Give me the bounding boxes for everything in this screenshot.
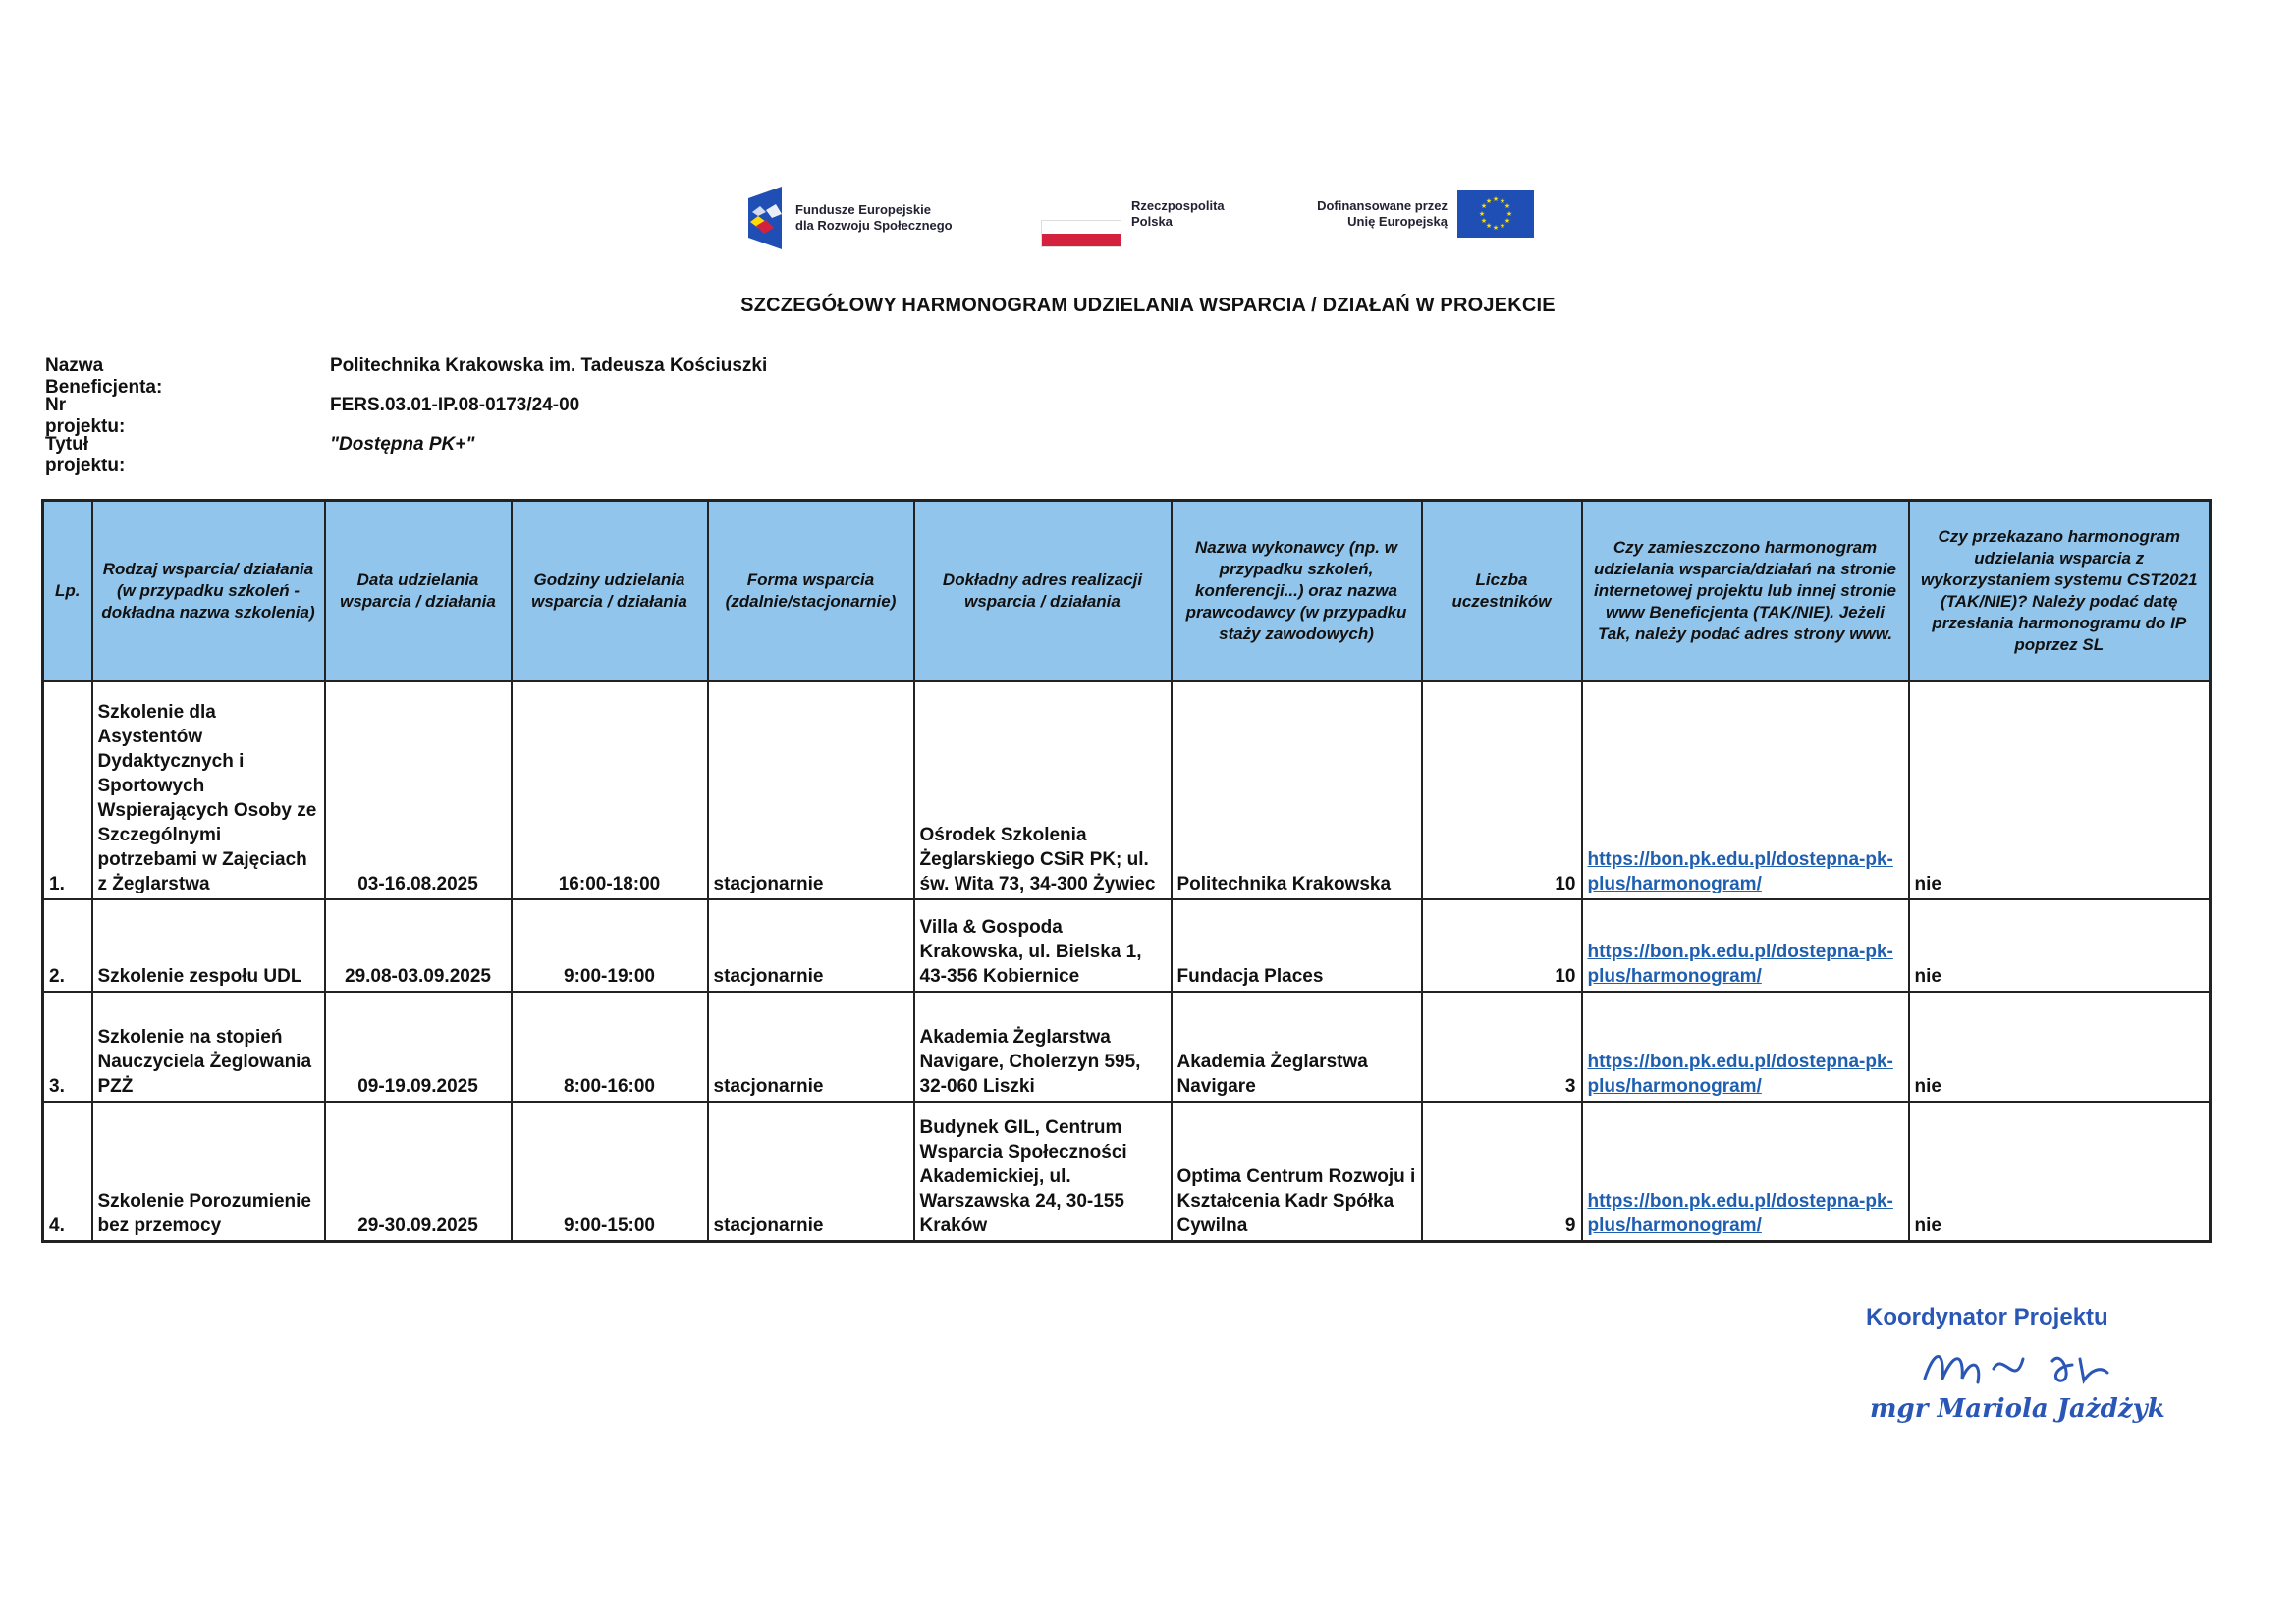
- cell-liczba: 10: [1422, 681, 1582, 899]
- table-header-row: [43, 501, 2211, 682]
- document-title: SZCZEGÓŁOWY HARMONOGRAM UDZIELANIA WSPARCIA / DZIAŁAŃ W PROJEKCIE: [740, 295, 1556, 316]
- cell-lp: 1.: [43, 681, 92, 899]
- cell-godziny: 9:00-19:00: [512, 899, 708, 992]
- cell-data: 29.08-03.09.2025: [325, 899, 512, 992]
- svg-text:★: ★: [1503, 217, 1511, 225]
- cell-forma: stacjonarnie: [708, 681, 914, 899]
- svg-text:★: ★: [1485, 197, 1493, 205]
- svg-text:★: ★: [1503, 202, 1511, 210]
- cell-cst: nie: [1909, 992, 2211, 1102]
- svg-text:★: ★: [1480, 217, 1488, 225]
- unia-europejska-logo: [1292, 195, 1548, 247]
- cell-forma: stacjonarnie: [708, 1102, 914, 1242]
- link-line2[interactable]: plus/harmonogram/: [1587, 966, 1762, 987]
- link-line2[interactable]: plus/harmonogram/: [1587, 1076, 1762, 1097]
- svg-text:★: ★: [1485, 222, 1493, 230]
- cell-adres: Akademia Żeglarstwa Navigare, Cholerzyn 595, 32-060 Liszki: [914, 992, 1172, 1102]
- cell-link[interactable]: [1582, 992, 1909, 1102]
- cell-lp: 4.: [43, 1102, 92, 1242]
- header-wykonawca: Nazwa wykonawcy (np. w przypadku szkoleń, konferencji...) oraz nazwa prawcodawcy (w przypadku staży zawodowych): [1172, 501, 1422, 682]
- header-strona-www: Czy zamieszczono harmonogram udzielania wsparcia/działań na stronie internetowej projektu lub innej stronie www Beneficjenta (TAK/NIE). Jeżeli Tak, należy podać adres strony www.: [1582, 501, 1909, 682]
- svg-text:★: ★: [1478, 210, 1486, 218]
- link-line1[interactable]: https://bon.pk.edu.pl/dostepna-pk-: [1587, 849, 1893, 870]
- svg-text:★: ★: [1499, 222, 1506, 230]
- cell-rodzaj: Szkolenie zespołu UDL: [92, 899, 325, 992]
- header-rodzaj: Rodzaj wsparcia/ działania (w przypadku szkoleń - dokładna nazwa szkolenia): [92, 501, 325, 682]
- cell-data: 09-19.09.2025: [325, 992, 512, 1102]
- fe-text-line1: Fundusze Europejskie: [795, 202, 931, 217]
- table-row: [43, 1102, 2211, 1242]
- signature-name: mgr Mariola Jażdżyk: [1870, 1394, 2165, 1424]
- eu-text-line2: Unię Europejską: [1347, 214, 1448, 229]
- link-line2[interactable]: plus/harmonogram/: [1587, 874, 1762, 894]
- table-row: [43, 681, 2211, 899]
- cell-liczba: 9: [1422, 1102, 1582, 1242]
- cell-wykonawca: Akademia Żeglarstwa Navigare: [1172, 992, 1422, 1102]
- nr-projektu-label: Nr projektu:: [45, 395, 126, 437]
- cell-godziny: 8:00-16:00: [512, 992, 708, 1102]
- signature-role: Koordynator Projektu: [1866, 1304, 2108, 1330]
- schedule-table: [41, 499, 2212, 1243]
- cell-adres: Ośrodek Szkolenia Żeglarskiego CSiR PK; ul. św. Wita 73, 34-300 Żywiec: [914, 681, 1172, 899]
- polish-flag-icon: [1041, 220, 1121, 247]
- header-liczba: Liczba uczestników: [1422, 501, 1582, 682]
- svg-text:★: ★: [1480, 202, 1488, 210]
- header-adres: Dokładny adres realizacji wsparcia / działania: [914, 501, 1172, 682]
- eu-text-line1: Dofinansowane przez: [1317, 198, 1448, 213]
- svg-text:★: ★: [1505, 210, 1513, 218]
- cell-forma: stacjonarnie: [708, 899, 914, 992]
- cell-wykonawca: Optima Centrum Rozwoju i Kształcenia Kadr Spółka Cywilna: [1172, 1102, 1422, 1242]
- beneficjent-value: Politechnika Krakowska im. Tadeusza Kościuszki: [330, 355, 768, 376]
- cell-link[interactable]: [1582, 1102, 1909, 1242]
- link-line2[interactable]: plus/harmonogram/: [1587, 1216, 1762, 1236]
- cell-godziny: 16:00-18:00: [512, 681, 708, 899]
- cell-cst: nie: [1909, 1102, 2211, 1242]
- table-row: [43, 899, 2211, 992]
- cell-wykonawca: Politechnika Krakowska: [1172, 681, 1422, 899]
- cell-liczba: 10: [1422, 899, 1582, 992]
- cell-rodzaj: Szkolenie dla Asystentów Dydaktycznych i Sportowych Wspierających Osoby ze Szczególnymi potrzebami w Zajęciach z Żeglarstwa: [92, 681, 325, 899]
- header-forma: Forma wsparcia (zdalnie/stacjonarnie): [708, 501, 914, 682]
- table-row: [43, 992, 2211, 1102]
- logo-band: [0, 187, 2296, 255]
- svg-text:★: ★: [1492, 195, 1500, 203]
- beneficjent-label: Nazwa Beneficjenta:: [45, 355, 163, 398]
- cell-cst: nie: [1909, 681, 2211, 899]
- cell-godziny: 9:00-15:00: [512, 1102, 708, 1242]
- nr-projektu-value: FERS.03.01-IP.08-0173/24-00: [330, 395, 580, 415]
- cell-lp: 2.: [43, 899, 92, 992]
- svg-text:★: ★: [1492, 224, 1500, 232]
- tytul-projektu-label: Tytuł projektu:: [45, 434, 126, 476]
- cell-wykonawca: Fundacja Places: [1172, 899, 1422, 992]
- cell-data: 29-30.09.2025: [325, 1102, 512, 1242]
- link-line1[interactable]: https://bon.pk.edu.pl/dostepna-pk-: [1587, 1052, 1893, 1072]
- header-data: Data udzielania wsparcia / działania: [325, 501, 512, 682]
- signature-stamp: [1866, 1304, 2165, 1441]
- cell-link[interactable]: [1582, 681, 1909, 899]
- fundusze-europejskie-logo: [744, 187, 1029, 251]
- eu-flag-icon: [1457, 190, 1534, 238]
- cell-liczba: 3: [1422, 992, 1582, 1102]
- header-lp: Lp.: [43, 501, 92, 682]
- cell-cst: nie: [1909, 899, 2211, 992]
- link-line1[interactable]: https://bon.pk.edu.pl/dostepna-pk-: [1587, 942, 1893, 962]
- rp-text-line2: Polska: [1131, 214, 1173, 229]
- cell-adres: Villa & Gospoda Krakowska, ul. Bielska 1, 43-356 Kobiernice: [914, 899, 1172, 992]
- rp-text-line1: Rzeczpospolita: [1131, 198, 1225, 213]
- tytul-projektu-value: "Dostępna PK+": [330, 434, 475, 455]
- handwritten-signature-icon: [1905, 1339, 2141, 1398]
- svg-text:★: ★: [1499, 197, 1506, 205]
- cell-data: 03-16.08.2025: [325, 681, 512, 899]
- cell-forma: stacjonarnie: [708, 992, 914, 1102]
- cell-rodzaj: Szkolenie na stopień Nauczyciela Żeglowania PZŻ: [92, 992, 325, 1102]
- cell-link[interactable]: [1582, 899, 1909, 992]
- link-line1[interactable]: https://bon.pk.edu.pl/dostepna-pk-: [1587, 1191, 1893, 1212]
- fe-emblem-icon: [744, 187, 786, 249]
- fe-text-line2: dla Rozwoju Społecznego: [795, 218, 953, 233]
- cell-adres: Budynek GIL, Centrum Wsparcia Społeczności Akademickiej, ul. Warszawska 24, 30-155 Kraków: [914, 1102, 1172, 1242]
- header-cst2021: Czy przekazano harmonogram udzielania wsparcia z wykorzystaniem systemu CST2021 (TAK/NIE)? Należy podać datę przesłania harmonogramu do IP poprzez SL: [1909, 501, 2211, 682]
- cell-rodzaj: Szkolenie Porozumienie bez przemocy: [92, 1102, 325, 1242]
- cell-lp: 3.: [43, 992, 92, 1102]
- rzeczpospolita-polska-logo: [1041, 198, 1257, 247]
- header-godziny: Godziny udzielania wsparcia / działania: [512, 501, 708, 682]
